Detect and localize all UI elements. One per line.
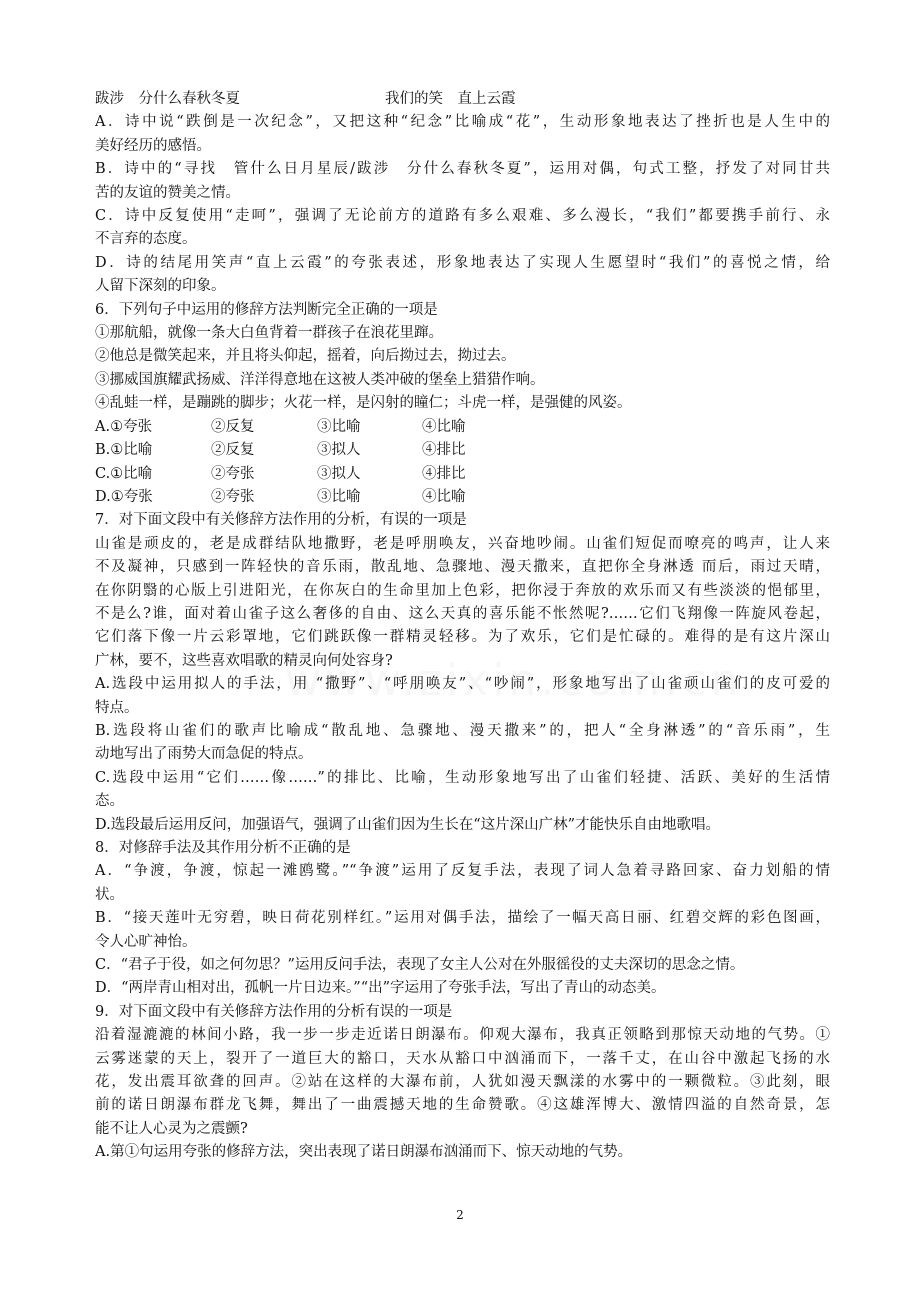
option-line: C.选段中运用“它们……像……”的排比、比喻，生动形象地写出了山雀们轻捷、活跃、美好的生活情 — [95, 769, 830, 786]
passage-line: 沿着湿漉漉的林间小路，我一步一步走近诺日朗瀑布。仰观大瀑布，我真正领略到那惊天动地的气势。① — [95, 1027, 830, 1044]
passage-line: 在你阴翳的心版上引进阳光，在你灰白的生命里加上色彩，把你浸于奔放的欢乐而又有些淡淡的悒郁里， — [95, 582, 830, 599]
option-line: B．诗中的“寻找 管什么日月星辰/跋涉 分什么春秋冬夏”，运用对偶，句式工整，抒发了对同甘共 — [95, 161, 830, 178]
poem-line: 跋涉 分什么春秋冬夏 我们的笑 直上云霞 — [95, 91, 516, 107]
question-9-stem: 9．对下面文段中有关修辞方法作用的分析有误的一项是 — [95, 1003, 453, 1020]
option-line: D．“两岸青山相对出，孤帆一片日边来。”“出”字运用了夸张手法，写出了青山的动态美。 — [95, 980, 666, 997]
passage-line: 它们落下像一片云彩罩地，它们跳跃像一群精灵轻移。为了欢乐，它们是忙碌的。难得的是有这片深山 — [95, 629, 830, 646]
option-line: C．诗中反复使用“走呵”，强调了无论前方的道路有多么艰难、多么漫长，“我们”都要携手前行、永 — [95, 208, 830, 225]
passage-line: 云雾迷蒙的天上，裂开了一道巨大的豁口，天水从豁口中汹涌而下，一落千丈，在山谷中激起飞扬的水 — [95, 1050, 830, 1067]
option-line: D.选段最后运用反问，加强语气，强调了山雀们因为生长在“这片深山广林”才能快乐自由地歌唱。 — [95, 816, 721, 833]
option-line: 动地写出了雨势大而急促的特点。 — [95, 746, 313, 763]
option-cell: ②反复 — [211, 442, 255, 459]
option-cell: B.①比喻 — [95, 442, 153, 459]
page-number: 2 — [456, 1208, 464, 1222]
sentence-2: ②他总是微笑起来，并且将头仰起，摇着，向后拗过去，拗过去。 — [95, 348, 516, 365]
sentence-1: ①那航船，就像一条大白鱼背着一群孩子在浪花里蹿。 — [95, 325, 443, 342]
question-7-stem: 7．对下面文段中有关修辞方法作用的分析，有误的一项是 — [95, 512, 467, 529]
option-cell: ③拟人 — [317, 442, 361, 459]
option-row-b — [95, 439, 830, 462]
option-cell: ③比喻 — [317, 488, 361, 505]
passage-line: 花，发出震耳欲聋的回声。②站在这样的大瀑布前，人犹如漫天飘漾的水雾中的一颗微粒。③此刻，眼 — [95, 1074, 830, 1091]
option-cell: A.①夸张 — [95, 418, 153, 435]
option-line: A.选段中运用拟人的手法，用 “撒野”、“呼朋唤友”、“吵闹”，形象地写出了山雀顽山雀们的皮可爱的 — [95, 676, 830, 693]
option-line: A．“争渡，争渡，惊起一滩鸥鹭。”“争渡”运用了反复手法，表现了词人急着寻路回家、奋力划船的情 — [95, 863, 830, 880]
option-line: B.选段将山雀们的歌声比喻成“散乱地、急骤地、漫天撒来”的，把人“全身淋透”的“音乐雨”，生 — [95, 722, 830, 739]
option-line: 不言弃的态度。 — [95, 231, 197, 248]
passage-line: 不是么?谁，面对着山雀子这么奢侈的自由、这么天真的喜乐能不怅然呢?……它们飞翔像一阵旋风卷起， — [95, 605, 830, 622]
passage-line: 前的诺日朗瀑布群龙飞舞，舞出了一曲震撼天地的生命赞歌。④这雄浑博大、激情四溢的自然奇景，怎 — [95, 1097, 830, 1114]
sentence-3: ③挪威国旗耀武扬威、洋洋得意地在这被人类冲破的堡垒上猎猎作响。 — [95, 371, 545, 388]
option-cell: ②反复 — [211, 418, 255, 435]
option-cell: ②夸张 — [211, 488, 255, 505]
option-row-a — [95, 416, 830, 439]
passage-line: 广林，要不，这些喜欢唱歌的精灵向何处容身? — [95, 652, 393, 669]
option-row-c — [95, 463, 830, 486]
option-line: D．诗的结尾用笑声“直上云霞”的夸张表述，形象地表达了实现人生愿望时“我们”的喜悦之情，给 — [95, 254, 830, 271]
option-line: B．“接天莲叶无穷碧，映日荷花别样红。”运用对偶手法，描绘了一幅天高日丽、红碧交辉的彩色图画， — [95, 910, 830, 927]
option-line: A．诗中说“跌倒是一次纪念”，又把这种“纪念”比喻成“花”，生动形象地表达了挫折也是人生中的 — [95, 114, 830, 131]
question-8-stem: 8．对修辞手法及其作用分析不正确的是 — [95, 840, 351, 856]
option-line: 苦的友谊的赞美之情。 — [95, 184, 240, 201]
passage-line: 山雀是顽皮的，老是成群结队地撒野，老是呼朋唤友，兴奋地吵闹。山雀们短促而嘹亮的鸣声，让人来 — [95, 535, 830, 552]
option-cell: D.①夸张 — [95, 488, 153, 505]
document-page — [95, 88, 830, 1165]
option-line: 令人心旷神怡。 — [95, 933, 197, 950]
option-line: A.第①句运用夸张的修辞方法，突出表现了诺日朗瀑布汹涌而下、惊天动地的气势。 — [95, 1144, 633, 1161]
option-cell: C.①比喻 — [95, 465, 153, 482]
passage-line: 能不让人心灵为之震颤? — [95, 1120, 248, 1137]
option-line: 美好经历的感悟。 — [95, 137, 211, 154]
option-cell: ③比喻 — [317, 418, 361, 435]
option-cell: ④排比 — [422, 465, 466, 482]
option-cell: ④比喻 — [422, 418, 466, 435]
option-line: 状。 — [95, 886, 124, 903]
passage-line: 不及凝神，只感到一阵轻快的音乐雨，散乱地、急骤地、漫天撒来，直把你全身淋透 而后，雨过天晴， — [95, 559, 830, 576]
option-line: 人留下深刻的印象。 — [95, 278, 226, 295]
option-cell: ②夸张 — [211, 465, 255, 482]
sentence-4: ④乱蛙一样，是蹦跳的脚步；火花一样，是闪射的瞳仁；斗虎一样，是强健的风姿。 — [95, 395, 632, 412]
question-6-stem: 6．下列句子中运用的修辞方法判断完全正确的一项是 — [95, 301, 438, 318]
option-cell: ③拟人 — [317, 465, 361, 482]
option-cell: ④排比 — [422, 442, 466, 459]
option-row-d — [95, 486, 830, 509]
option-cell: ④比喻 — [422, 488, 466, 505]
option-line: 特点。 — [95, 699, 139, 716]
option-line: C．“君子于役，如之何勿思？”运用反问手法，表现了女主人公对在外服徭役的丈夫深切的思念之情。 — [95, 957, 745, 974]
option-line: 态。 — [95, 793, 124, 810]
